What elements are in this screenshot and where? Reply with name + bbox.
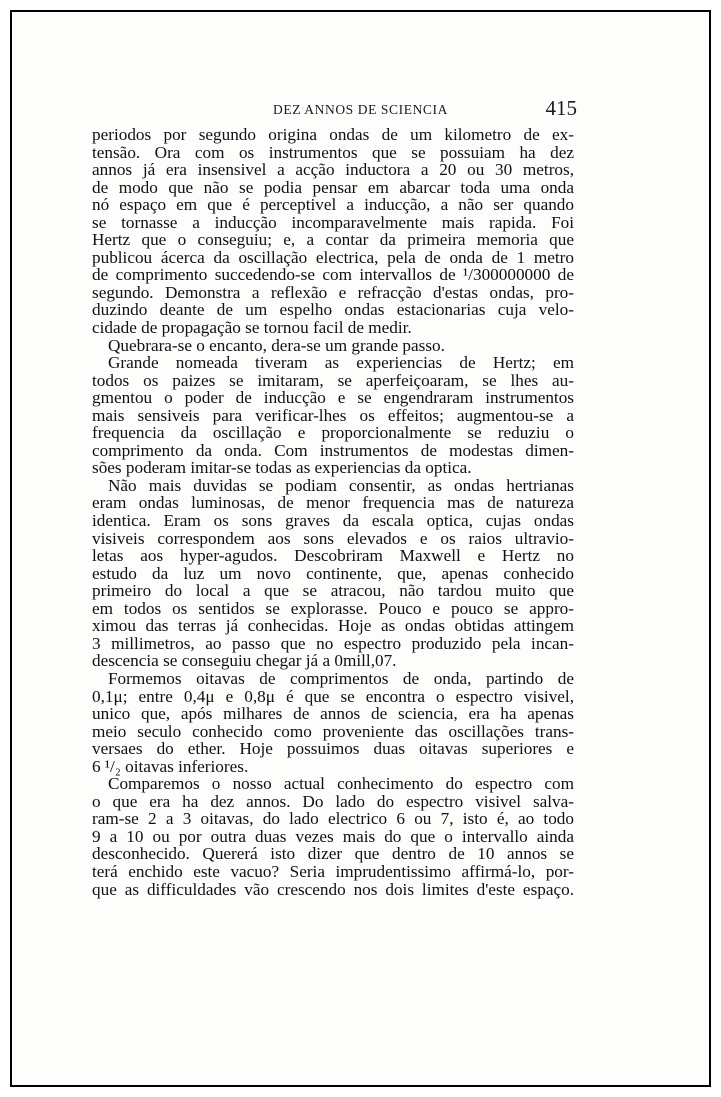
text-line: primeiro do local a que se atracou, não tardou muito que — [92, 581, 574, 601]
text-line: desconhecido. Quererá isto dizer que dentro de 10 annos se — [92, 844, 574, 864]
text-line: mais sensiveis para verificar-lhes os effeitos; augmentou-se a — [92, 405, 574, 425]
text-line: de modo que não se podia pensar em abarcar toda uma onda — [92, 177, 574, 197]
text-line: meio seculo conhecido como proveniente das oscillações trans- — [92, 721, 574, 741]
text-line: publicou ácerca da oscillação electrica, pela de onda de 1 metro — [92, 247, 574, 267]
text-line: gmentou o poder de inducção e se engendraram instrumentos — [92, 388, 574, 408]
text-line: periodos por segundo origina ondas de um kilometro de ex- — [92, 125, 574, 144]
text-line: Quebrara-se o encanto, dera-se um grande passo. — [108, 335, 445, 355]
text-line: 9 a 10 ou por outra duas vezes mais do que o intervallo ainda — [92, 826, 574, 846]
text-line: estudo da luz um novo continente, que, apenas conhecido — [92, 563, 574, 583]
text-line: unico que, após milhares de annos de sciencia, era ha apenas — [92, 704, 574, 724]
text-line: versaes do ether. Hoje possuimos duas oitavas superiores e — [92, 739, 574, 759]
text-line: tensão. Ora com os instrumentos que se possuiam ha dez — [92, 142, 574, 162]
text-line: se tornasse a inducção incomparavelmente mais rapida. Foi — [92, 212, 574, 232]
text-line: letas aos hyper-agudos. Descobriram Maxwell e Hertz no — [92, 546, 574, 566]
text-line: ram-se 2 a 3 oitavas, do lado electrico 6 ou 7, isto é, ao todo — [92, 809, 574, 829]
text-line: descencia se conseguiu chegar já a 0mill,07. — [92, 651, 397, 671]
text-line: que as difficuldades vão crescendo nos dois limites d'este espaço. — [92, 879, 574, 899]
book-page — [10, 10, 711, 1087]
text-line: eram ondas luminosas, de menor frequencia mas de natureza — [92, 493, 574, 513]
text-line: cidade de propagação se tornou facil de medir. — [92, 318, 412, 338]
text-line: nó espaço em que é perceptivel a inducção, a não ser quando — [92, 195, 574, 215]
page-number: 415 — [545, 96, 577, 120]
text-line: terá enchido este vacuo? Seria imprudentissimo affirmá-lo, por- — [92, 861, 574, 881]
text-line: identica. Eram os sons graves da escala optica, cujas ondas — [92, 511, 574, 531]
text-line: Comparemos o nosso actual conhecimento do espectro com — [108, 774, 574, 794]
text-line: 6 ¹/₂ oitavas inferiores. — [92, 756, 249, 776]
text-line: Hertz que o conseguiu; e, a contar da primeira memoria que — [92, 230, 574, 250]
text-line: o que era ha dez annos. Do lado do espectro visivel salva- — [92, 791, 574, 811]
text-line: duzindo deante de um espelho ondas estacionarias cuja velo- — [92, 300, 574, 320]
text-line: de comprimento succedendo-se com intervallos de ¹/300000000 de — [92, 265, 574, 285]
text-line: 3 millimetros, ao passo que no espectro produzido pela incan- — [92, 633, 574, 653]
text-line: visiveis correspondem aos sons elevados e os raios ultravio- — [92, 528, 574, 548]
running-title: DEZ ANNOS DE SCIENCIA — [273, 102, 448, 117]
text-line: segundo. Demonstra a reflexão e refracção d'estas ondas, pro- — [92, 282, 574, 302]
text-line: em todos os sentidos se explorasse. Pouco e pouco se appro- — [92, 598, 574, 618]
text-line: Não mais duvidas se podiam consentir, as ondas hertrianas — [108, 475, 574, 495]
text-line: ximou das terras já conhecidas. Hoje as ondas obtidas attingem — [92, 616, 574, 636]
text-line: Grande nomeada tiveram as experiencias de Hertz; em — [108, 353, 574, 373]
text-line: sões poderam imitar-se todas as experiencias da optica. — [92, 458, 472, 478]
text-line: 0,1μ; entre 0,4μ e 0,8μ é que se encontra o espectro visivel, — [92, 686, 574, 706]
text-line: comprimento da onda. Com instrumentos de modestas dimen- — [92, 440, 574, 460]
text-line: Formemos oitavas de comprimentos de onda, partindo de — [108, 668, 574, 688]
text-line: annos já era insensivel a acção inductora a 20 ou 30 metros, — [92, 160, 574, 180]
running-head — [12, 96, 709, 120]
text-line: todos os paizes se imitaram, se aperfeiçoaram, se lhes au- — [92, 370, 574, 390]
body-text — [92, 126, 574, 898]
text-line: frequencia da oscillação e proporcionalmente se reduziu o — [92, 423, 574, 443]
